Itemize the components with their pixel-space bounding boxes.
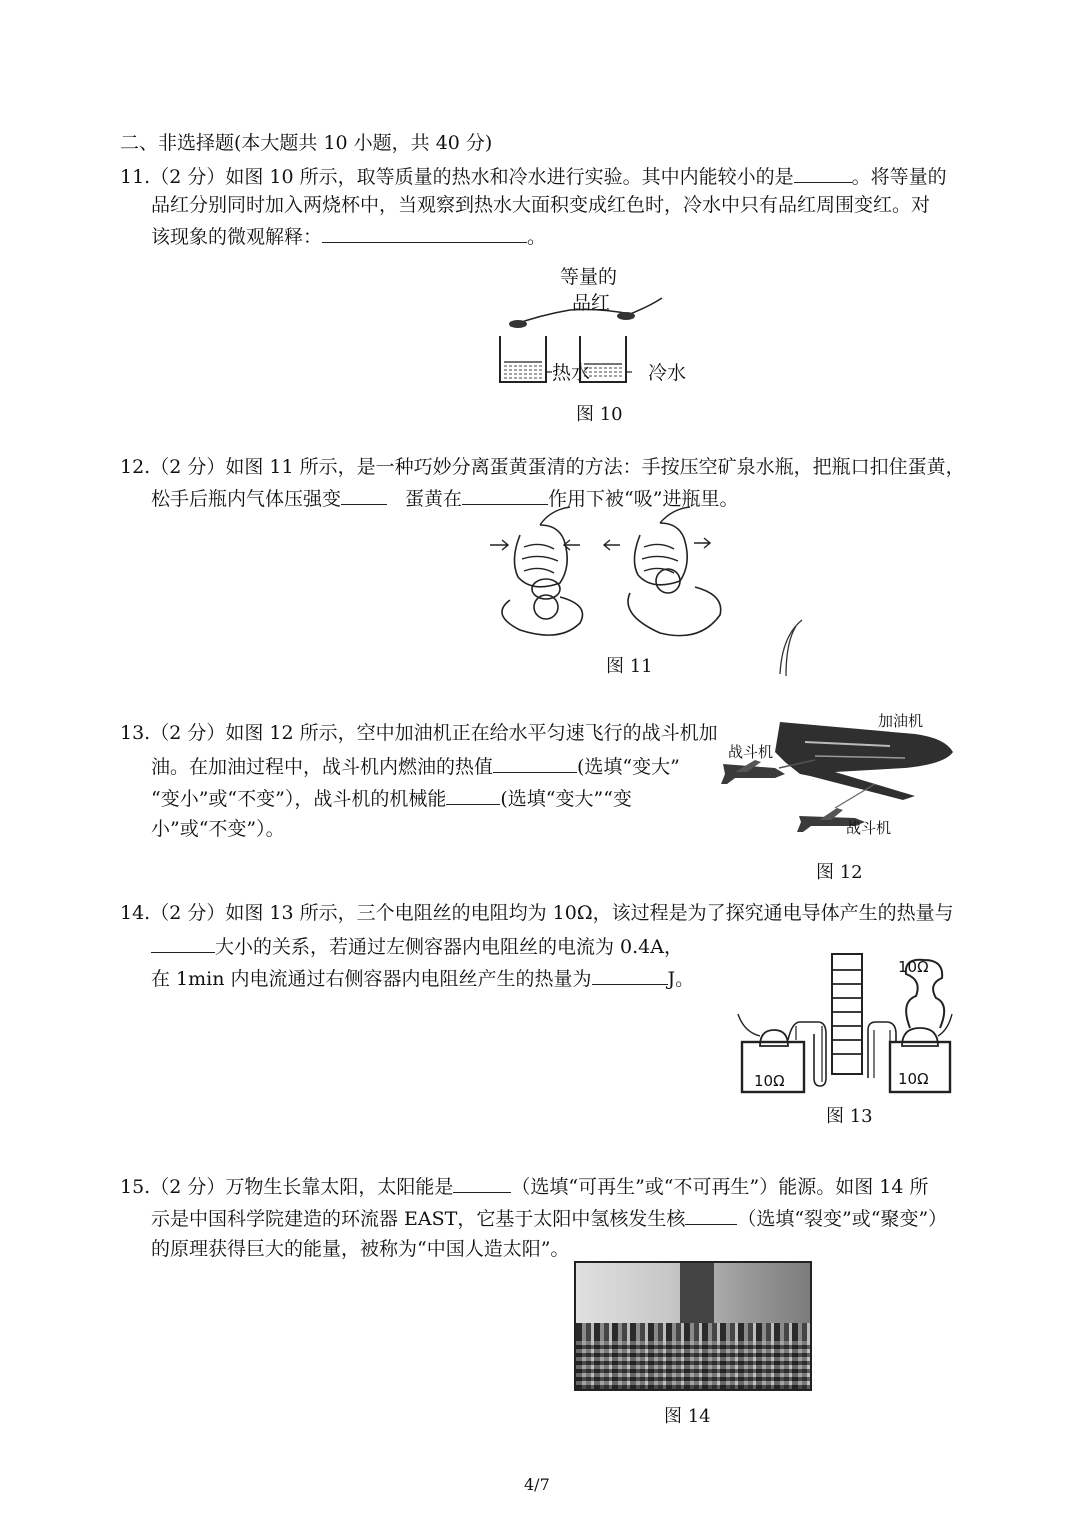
q12-line1: 12.（2 分）如图 11 所示，是一种巧妙分离蛋黄蛋清的方法：手按压空矿泉水瓶，把瓶口扣住蛋黄， <box>120 456 965 478</box>
q13-line1: 13.（2 分）如图 12 所示，空中加油机正在给水平匀速飞行的战斗机加 <box>120 722 718 744</box>
q14-text-a: 大小的关系，若通过左侧容器内电阻丝的电流为 0.4A， <box>215 936 683 958</box>
q12-text-b: 蛋黄在 <box>405 488 463 510</box>
q11-text-d: 。 <box>527 226 547 248</box>
q13-blank-2[interactable] <box>446 782 500 805</box>
fig11-caption: 图 11 <box>606 656 653 677</box>
q14-line1: 14.（2 分）如图 13 所示，三个电阻丝的电阻均为 10Ω，该过程是为了探究通电导体产生的热量与 <box>120 902 954 924</box>
q14-line3 <box>151 962 694 994</box>
fig13-label-r-top: 10Ω <box>898 958 929 976</box>
fig10-label-hot: 热水 <box>552 362 591 384</box>
page-number: 4/7 <box>524 1475 550 1494</box>
scratch-mark <box>772 616 812 680</box>
q12-blank-1[interactable] <box>341 482 387 505</box>
q15-blank-2[interactable] <box>685 1202 737 1225</box>
q11-line1 <box>120 160 947 192</box>
q11-line2: 品红分别同时加入两烧杯中，当观察到热水大面积变成红色时，冷水中只有品红周围变红。对 <box>151 194 931 216</box>
q13-text-a: 油。在加油过程中，战斗机内燃油的热值 <box>151 756 494 778</box>
q15-line2 <box>151 1202 947 1234</box>
fig12-label-fighter-1: 战斗机 <box>728 743 774 761</box>
q12-text-a: 松手后瓶内气体压强变 <box>151 488 342 510</box>
fig12-caption: 图 12 <box>816 862 863 883</box>
fig13-label-r-left: 10Ω <box>754 1072 785 1090</box>
q13-line4: 小”或“不变”）。 <box>151 818 285 840</box>
fig11-egg-separation-drawing <box>480 505 730 645</box>
q14-text-b: 在 1min 内电流通过右侧容器内电阻丝产生的热量为 <box>151 968 592 990</box>
section-title: 二、非选择题(本大题共 10 小题，共 40 分) <box>120 132 493 154</box>
q15-text-b: （选填“可再生”或“不可再生”）能源。如图 14 所 <box>511 1176 929 1198</box>
q15-line1 <box>120 1170 928 1202</box>
q12-blank-2[interactable] <box>462 482 548 505</box>
fig10-caption: 图 10 <box>576 404 623 425</box>
fig13-caption: 图 13 <box>826 1106 873 1127</box>
q14-blank-1[interactable] <box>151 930 215 953</box>
fig10-label-dose: 等量的 <box>560 266 618 288</box>
q15-text-c: 示是中国科学院建造的环流器 EAST，它基于太阳中氢核发生核 <box>151 1208 686 1230</box>
q15-text-d: （选填“裂变”或“聚变”） <box>737 1208 948 1230</box>
q15-line3: 的原理获得巨大的能量，被称为“中国人造太阳”。 <box>151 1238 570 1260</box>
q12-text-c: 作用下被“吸”进瓶里。 <box>548 488 739 510</box>
q13-text-c: “变小”或“不变”），战斗机的机械能 <box>151 788 447 810</box>
q13-line3 <box>151 782 632 814</box>
q15-text-a: 15.（2 分）万物生长靠太阳，太阳能是 <box>120 1176 454 1198</box>
q13-blank-1[interactable] <box>493 750 577 773</box>
fig14-caption: 图 14 <box>664 1406 711 1427</box>
q11-text-b: 。将等量的 <box>851 166 947 188</box>
q14-text-c: J。 <box>667 968 695 990</box>
fig10-label-dye: 品红 <box>572 292 611 314</box>
fig10-label-cold: 冷水 <box>648 362 687 384</box>
fig12-label-tanker: 加油机 <box>878 712 924 730</box>
q15-blank-1[interactable] <box>453 1170 511 1193</box>
q13-text-d: (选填“变大”“变 <box>500 788 632 810</box>
q11-blank-1[interactable] <box>794 160 852 183</box>
q13-line2 <box>151 750 680 782</box>
q14-blank-2[interactable] <box>592 962 668 985</box>
fig14-photo-machinery-shading <box>576 1341 810 1389</box>
q11-line3 <box>151 220 546 252</box>
fig14-east-tokamak-photo <box>574 1261 812 1391</box>
fig12-label-fighter-2: 战斗机 <box>846 819 892 837</box>
q11-text-a: 11.（2 分）如图 10 所示，取等质量的热水和冷水进行实验。其中内能较小的是 <box>120 166 794 188</box>
q11-text-c: 该现象的微观解释： <box>151 226 323 248</box>
q13-text-b: (选填“变大” <box>577 756 680 778</box>
q11-blank-2[interactable] <box>322 220 527 243</box>
fig13-label-r-right: 10Ω <box>898 1070 929 1088</box>
q14-line2 <box>151 930 683 962</box>
